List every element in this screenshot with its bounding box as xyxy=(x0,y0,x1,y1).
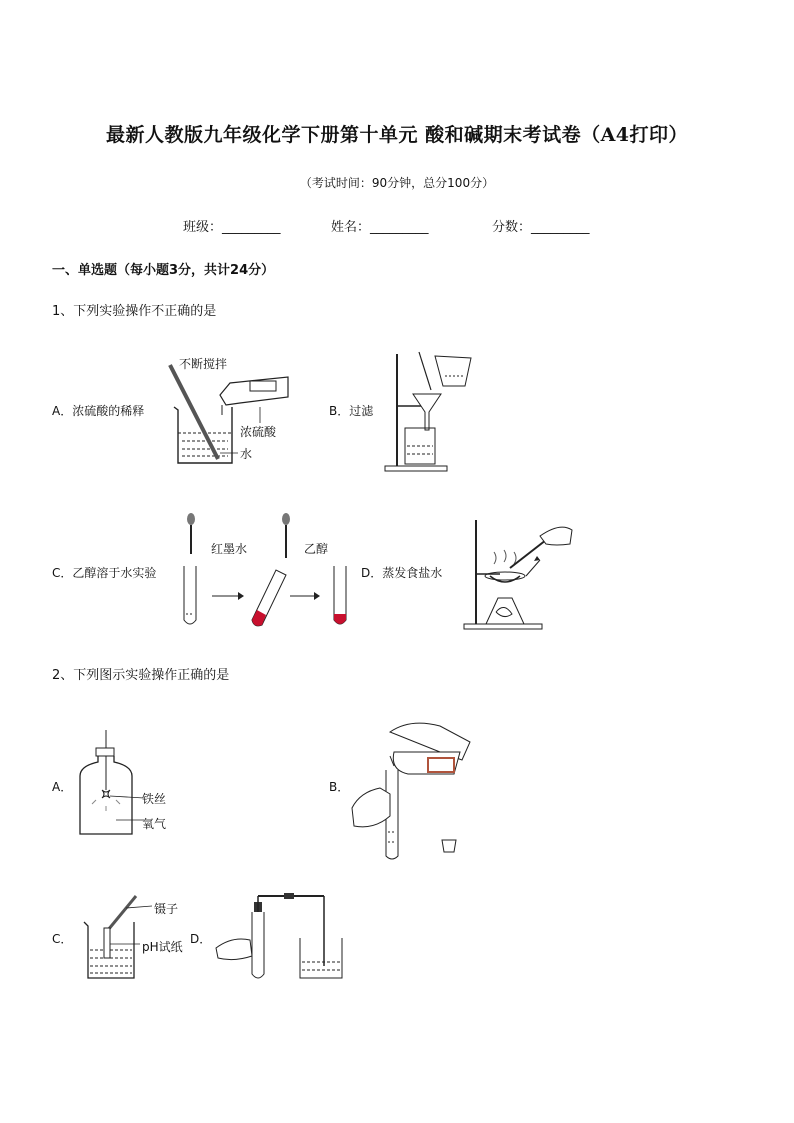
q2-option-a-label: A． xyxy=(52,780,73,794)
section-heading: 一、单选题（每小题3分，共计24分） xyxy=(52,263,275,278)
q1-b-filtration-figure xyxy=(383,350,475,472)
q1-a-tag-acid: 浓硫酸 xyxy=(240,425,277,439)
q2-c-tag-tweezers: 镊子 xyxy=(154,902,179,916)
q1-a-dilution-figure xyxy=(160,355,300,470)
class-field: 班级：_________ xyxy=(183,220,281,235)
q2-option-c-label: C． xyxy=(52,932,73,946)
question-2-stem: 2、下列图示实验操作正确的是 xyxy=(52,668,230,683)
question-1-stem: 1、下列实验操作不正确的是 xyxy=(52,304,217,319)
q1-a-tag-stir: 不断搅拌 xyxy=(179,357,228,371)
exam-subtitle: （考试时间：90分钟，总分100分） xyxy=(299,176,495,190)
name-field: 姓名：_________ xyxy=(331,220,429,235)
q1-c-tag-ethanol: 乙醇 xyxy=(304,542,329,556)
q1-c-ethanol-figure xyxy=(180,510,360,630)
score-field: 分数：_________ xyxy=(492,220,590,235)
q2-c-tag-ph: pH试纸 xyxy=(142,940,183,954)
q1-c-tag-ink: 红墨水 xyxy=(211,542,248,556)
q1-option-b-label: B．过滤 xyxy=(329,404,374,418)
q1-d-evaporation-figure xyxy=(460,516,576,632)
q1-option-a-label: A．浓硫酸的稀释 xyxy=(52,404,145,418)
q1-option-c-label: C．乙醇溶于水实验 xyxy=(52,566,157,580)
q1-a-tag-water: 水 xyxy=(240,447,253,461)
q2-a-tag-wire: 铁丝 xyxy=(142,792,167,806)
q1-option-d-label: D．蒸发食盐水 xyxy=(361,566,443,580)
q2-a-iron-oxygen-figure xyxy=(76,730,136,840)
q2-b-pouring-figure xyxy=(350,712,480,862)
page-title: 最新人教版九年级化学下册第十单元 酸和碱期末考试卷（A4打印） xyxy=(105,124,689,146)
q2-a-tag-oxygen: 氧气 xyxy=(142,817,167,831)
q2-c-ph-figure xyxy=(80,892,160,982)
q2-option-b-label: B． xyxy=(329,780,350,794)
q2-option-d-label: D． xyxy=(190,932,212,946)
q2-d-airtight-figure xyxy=(214,890,350,984)
